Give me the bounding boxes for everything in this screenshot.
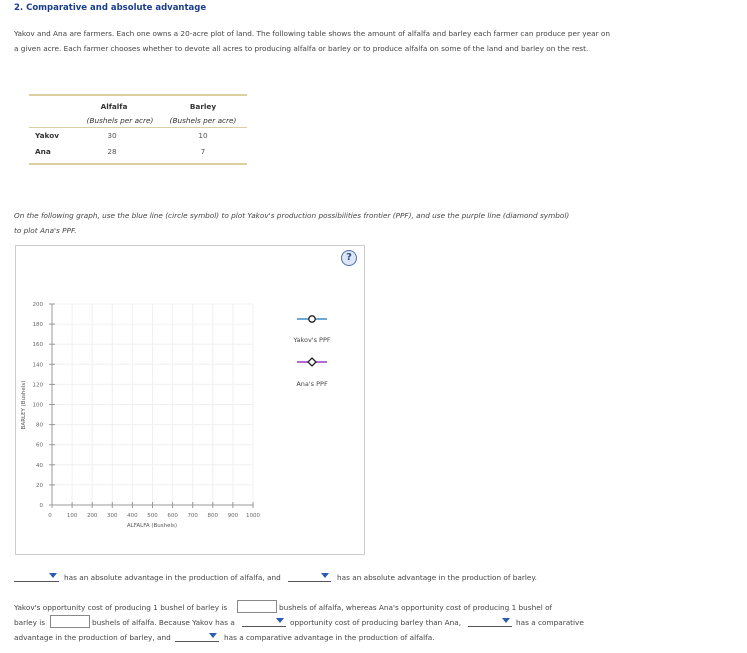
x-tick-label: 100 — [66, 513, 78, 519]
sentence2-a: Yakov's opportunity cost of producing 1 bushel of barley is — [14, 603, 228, 612]
y-tick-label: 160 — [32, 342, 43, 349]
x-axis-label: ALFALFA (Bushels) — [126, 523, 178, 529]
help-icon[interactable]: ? — [341, 250, 357, 266]
chevron-down-icon — [276, 618, 284, 623]
x-tick-label: 800 — [207, 513, 219, 519]
barley-unit: (Bushels per acre) — [169, 116, 237, 125]
y-tick-label: 20 — [36, 482, 43, 489]
y-tick-label: 0 — [39, 503, 43, 509]
question-title: 2. Comparative and absolute advantage — [14, 3, 207, 13]
alfalfa-unit: (Bushels per acre) — [86, 116, 154, 125]
yakov-alfalfa-value: 30 — [107, 131, 117, 140]
absolute-advantage-barley-dropdown[interactable] — [288, 571, 331, 582]
x-tick-label: 900 — [227, 513, 239, 519]
comparative-advantage-alfalfa-dropdown[interactable] — [175, 631, 219, 642]
x-tick-label: 200 — [86, 513, 98, 519]
comparative-advantage-barley-dropdown[interactable] — [468, 616, 512, 627]
y-tick-label: 80 — [36, 422, 43, 429]
x-tick-label: 1000 — [246, 513, 260, 519]
sentence2-g: advantage in the production of barley, and — [14, 633, 171, 642]
y-tick-labels — [33, 302, 44, 509]
sentence2-d: bushels of alfalfa. Because Yakov has a — [92, 618, 235, 627]
chevron-down-icon — [321, 573, 329, 578]
y-tick-label: 100 — [32, 402, 43, 409]
y-tick-label: 200 — [32, 302, 43, 308]
legend-yakov-ppf[interactable] — [297, 316, 327, 322]
chevron-down-icon — [49, 573, 57, 578]
graph-grid — [52, 304, 253, 505]
opportunity-cost-comparison-dropdown[interactable] — [242, 616, 286, 627]
sentence2-e: opportunity cost of producing barley than Ana, — [290, 618, 462, 627]
sentence2-h: has a comparative advantage in the production of alfalfa. — [224, 633, 435, 642]
y-tick-label: 120 — [32, 382, 43, 389]
intro-paragraph: Yakov and Ana are farmers. Each one owns a 20-acre plot of land. The following table shows the amount of alfalfa and barley each farmer can produce per year on a given acre. Each farmer chooses whether to devote all acres to producing alfalfa or barley or to produce alfalfa on some of the land and barley on the rest. — [14, 29, 610, 53]
sentence1-part2: has an absolute advantage in the production of barley. — [337, 573, 537, 582]
x-tick-label: 400 — [127, 513, 138, 519]
x-tick-label: 0 — [48, 513, 52, 519]
ana-barley-value: 7 — [200, 147, 206, 156]
graph-axes — [49, 304, 253, 508]
diamond-icon[interactable] — [308, 358, 316, 366]
x-tick-label: 600 — [167, 513, 178, 519]
y-tick-label: 60 — [36, 442, 43, 449]
chevron-down-icon — [502, 618, 510, 623]
yakov-opportunity-cost-input[interactable] — [237, 600, 277, 613]
row-label-yakov: Yakov — [35, 131, 59, 140]
circle-icon[interactable] — [309, 316, 315, 322]
y-tick-label: 40 — [36, 462, 43, 469]
row-label-ana: Ana — [35, 147, 51, 156]
x-tick-label: 300 — [107, 513, 118, 519]
y-tick-label: 180 — [32, 322, 43, 329]
chevron-down-icon — [209, 633, 217, 638]
sentence2-f: has a comparative — [516, 618, 584, 627]
legend-ana-ppf[interactable] — [297, 358, 327, 366]
y-axis-label: BARLEY (Bushels) — [21, 380, 27, 430]
ana-alfalfa-value: 28 — [107, 147, 117, 156]
y-tick-label: 140 — [32, 362, 43, 369]
ana-opportunity-cost-input[interactable] — [50, 615, 90, 628]
sentence1-part1: has an absolute advantage in the production of alfalfa, and — [64, 573, 281, 582]
absolute-advantage-alfalfa-dropdown[interactable] — [14, 571, 59, 582]
sentence2-b: bushels of alfalfa, whereas Ana's opportunity cost of producing 1 bushel of — [279, 603, 553, 612]
x-tick-label: 500 — [147, 513, 158, 519]
x-tick-labels — [48, 513, 260, 519]
barley-header: Barley — [189, 102, 217, 111]
legend-label-yakov: Yakov's PPF — [293, 336, 331, 344]
yakov-barley-value: 10 — [198, 131, 208, 140]
sentence2-c: barley is — [14, 618, 46, 627]
graph-instructions: On the following graph, use the blue line (circle symbol) to plot Yakov's production possibilities frontier (PPF), and use the purple line (diamond symbol) to plot Ana's PPF. — [14, 211, 570, 235]
alfalfa-header: Alfalfa — [100, 102, 128, 111]
legend-label-ana: Ana's PPF — [296, 380, 328, 388]
x-tick-label: 700 — [187, 513, 198, 519]
